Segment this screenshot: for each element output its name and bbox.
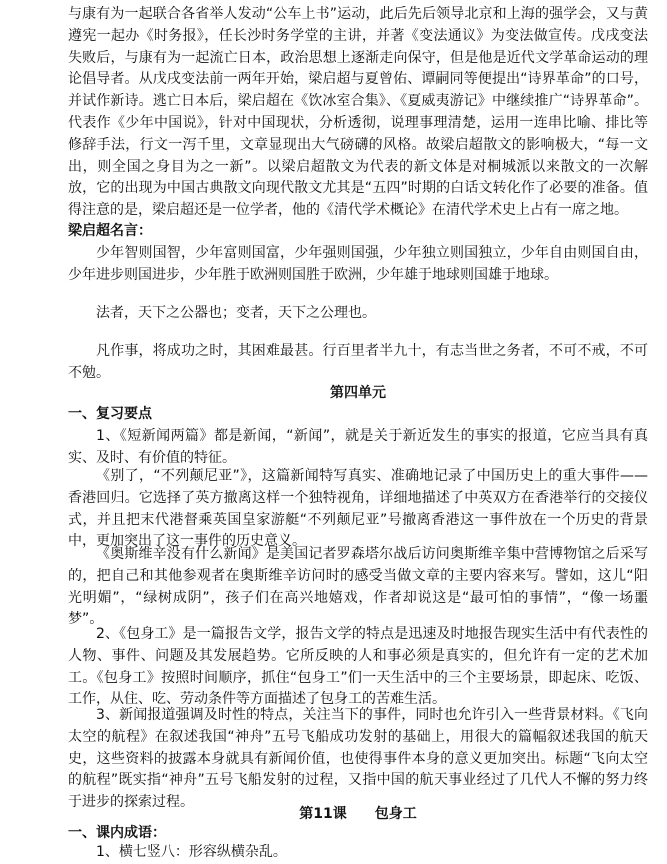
quote-law: 法者，天下之公器也；变者，天下之公理也。	[96, 305, 376, 321]
review-point-3: 3、新闻报道强调及时性的特点，关注当下的事件，同时也允许引入一些背景材料。《飞向太空的航程》在叙述我国“神舟”五号飞船成功发射的基础上，用很大的篇幅叙述我国的航天史，这些资料的披露本身就具有新闻价值，也使得事件本身的意义更加突出。标题“飞向太空的航程”既实指“神舟”五号飞船发射的过程，又指中国的航天事业经过了几代人不懈的努力终于进步的探索过程。	[68, 707, 648, 811]
review-point-farewell: 《别了，“不列颠尼亚”》，这篇新闻特写真实、准确地记录了中国历史上的重大事件——香港回归。它选择了英方撤离这样一个独特视角，详细地描述了中英双方在香港举行的交接仪式，并且把末代港督乘英国皇家游艇“不列颠尼亚”号撤离香港这一事件放在一个历史的背景中，更加突出了这一事件的历史意义。	[68, 468, 648, 550]
review-point-auschwitz: 《奥斯维辛没有什么新闻》是美国记者罗森塔尔战后访问奥斯维辛集中营博物馆之后采写的，把自己和其他参观者在奥斯维辛访问时的感受当做文章的主要内容来写。譬如，这儿“阳光明媚”，“绿树成阴”，孩子们在高兴地嬉戏，作者却说这是“最可怕的事情”，“像一场噩梦”。	[68, 546, 648, 628]
idioms-heading: 一、课内成语：	[68, 825, 166, 841]
review-heading: 一、复习要点	[68, 406, 152, 422]
quotes-heading: 梁启超名言：	[68, 223, 152, 239]
unit-title: 第四单元	[330, 385, 386, 401]
idiom-item-1: 1、横七竖八：形容纵横杂乱。	[96, 844, 287, 860]
lesson-title: 第11课 包身工	[299, 806, 417, 822]
paragraph-liang-qichao-bio: 与康有为一起联合各省举人发动“公车上书”运动，此后先后领导北京和上海的强学会，又与黄遵宪一起办《时务报》，任长沙时务学堂的主讲，并著《变法通议》为变法做宣传。戊戌变法失败后，与康有为一起流亡日本，政治思想上逐渐走向保守，但是他是近代文学革命运动的理论倡导者。从戊戌变法前一两年开始，梁启超与夏曾佑、谭嗣同等便提出“诗界革命”的口号，并试作新诗。逃亡日本后，梁启超在《饮冰室合集》、《夏威夷游记》中继续推广“诗界革命”。代表作《少年中国说》，针对中国现状，分析透彻，说理事理清楚，运用一连串比喻、排比等修辞手法，行文一泻千里，文章显现出大气磅礴的风格。故梁启超散文的影响极大，“每一文出，则全国之身目为之一新”。以梁启超散文为代表的新文体是对桐城派以来散文的一次解放，它的出现为中国古典散文向现代散文尤其是“五四”时期的白话文转化作了必要的准备。值得注意的是，梁启超还是一位学者，他的《清代学术概论》在清代学术史上占有一席之地。	[68, 6, 648, 219]
quote-work: 凡作事，将成功之时，其困难最甚。行百里者半九十，有志当世之务者，不可不戒，不可不勉。	[68, 343, 648, 381]
review-point-2: 2、《包身工》是一篇报告文学，报告文学的特点是迅速及时地报告现实生活中有代表性的人物、事件、问题及其发展趋势。它所反映的人和事必须是真实的，但允许有一定的艺术加工。《包身工》按照时间顺序，抓住“包身工”们一天生活中的三个主要场景，即起床、吃饭、工作，从住、吃、劳动条件等方面描述了包身工的苦难生活。	[68, 626, 648, 708]
quote-youth: 少年智则国智，少年富则国富，少年强则国强，少年独立则国独立，少年自由则国自由，少年进步则国进步，少年胜于欧洲则国胜于欧洲，少年雄于地球则国雄于地球。	[68, 245, 648, 283]
review-point-1: 1、《短新闻两篇》都是新闻，“新闻”，就是关于新近发生的事实的报道，它应当具有真实、及时、有价值的特征。	[68, 428, 648, 466]
